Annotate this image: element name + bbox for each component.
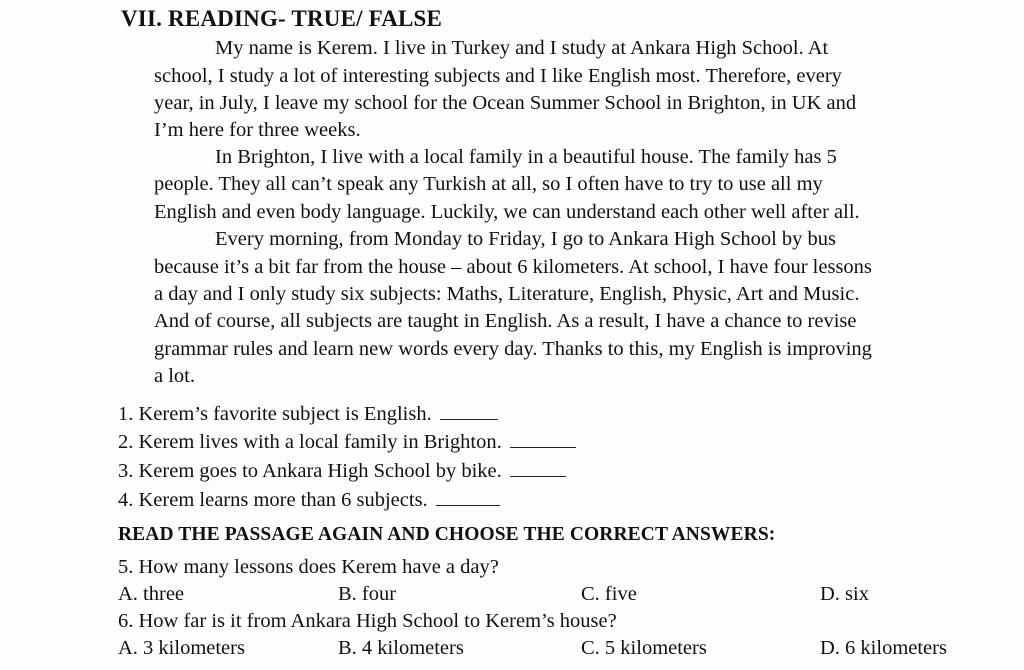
- mc-question: 6. How far is it from Ankara High School to Kerem’s house?: [118, 610, 617, 632]
- passage-line: people. They all can’t speak any Turkish at all, so I often have to try to use all my: [154, 173, 823, 195]
- passage-line: English and even body language. Luckily, we can understand each other well after all.: [154, 201, 860, 223]
- mc-option[interactable]: C. 5 kilometers: [581, 637, 707, 659]
- mc-option[interactable]: A. 3 kilometers: [118, 637, 245, 659]
- passage-line: grammar rules and learn new words every day. Thanks to this, my English is improving: [154, 338, 872, 360]
- section-title: VII. READING- TRUE/ FALSE: [121, 6, 443, 31]
- tf-question-text: 3. Kerem goes to Ankara High School by bike.: [118, 460, 502, 482]
- tf-question-text: 2. Kerem lives with a local family in Brighton.: [118, 431, 502, 453]
- passage-line: I’m here for three weeks.: [154, 119, 361, 141]
- passage-line: year, in July, I leave my school for the Ocean Summer School in Brighton, in UK and: [154, 92, 857, 114]
- tf-question: [118, 431, 576, 454]
- answer-blank[interactable]: [510, 475, 566, 477]
- passage-line: And of course, all subjects are taught in English. As a result, I have a chance to revise: [154, 310, 857, 332]
- passage-line: Every morning, from Monday to Friday, I go to Ankara High School by bus: [215, 228, 836, 250]
- passage-line: In Brighton, I live with a local family in a beautiful house. The family has 5: [215, 146, 837, 168]
- mc-option[interactable]: A. three: [118, 583, 185, 605]
- answer-blank[interactable]: [440, 418, 498, 420]
- tf-question: [118, 489, 500, 512]
- tf-question-text: 4. Kerem learns more than 6 subjects.: [118, 489, 428, 511]
- passage-line: a lot.: [154, 365, 195, 387]
- answer-blank[interactable]: [510, 446, 576, 448]
- mc-option[interactable]: B. 4 kilometers: [338, 637, 464, 659]
- mc-option[interactable]: D. 6 kilometers: [820, 637, 947, 659]
- tf-question-text: 1. Kerem’s favorite subject is English.: [118, 403, 432, 425]
- cutoff-text-fragment: [118, 663, 298, 670]
- mc-option[interactable]: D. six: [820, 583, 869, 605]
- passage-line: My name is Kerem. I live in Turkey and I study at Ankara High School. At: [215, 37, 829, 59]
- tf-question: [118, 403, 498, 426]
- mc-option[interactable]: B. four: [338, 583, 397, 605]
- mc-question: 5. How many lessons does Kerem have a day?: [118, 556, 499, 578]
- passage-line: because it’s a bit far from the house – about 6 kilometers. At school, I have four lessons: [154, 256, 872, 278]
- choose-heading: READ THE PASSAGE AGAIN AND CHOOSE THE CORRECT ANSWERS:: [118, 524, 776, 545]
- answer-blank[interactable]: [436, 504, 500, 506]
- passage-line: a day and I only study six subjects: Maths, Literature, English, Physic, Art and Music.: [154, 283, 860, 305]
- tf-question: [118, 460, 566, 483]
- passage-line: school, I study a lot of interesting subjects and I like English most. Therefore, every: [154, 65, 842, 87]
- mc-option[interactable]: C. five: [581, 583, 637, 605]
